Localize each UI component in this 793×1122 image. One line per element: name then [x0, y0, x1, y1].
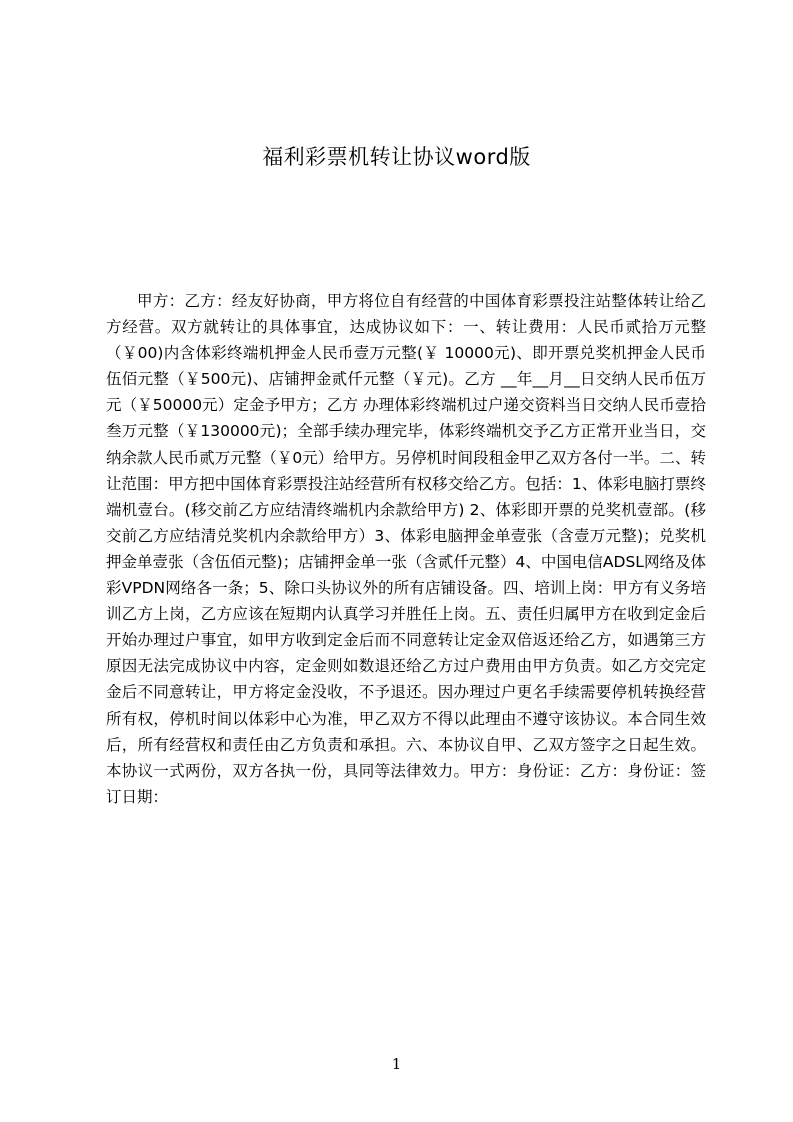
document-title: 福利彩票机转让协议word版	[262, 145, 531, 169]
page-number: 1	[391, 1055, 402, 1073]
agreement-body-text: 甲方：乙方：经友好协商，甲方将位自有经营的中国体育彩票投注站整体转让给乙方经营。双方就转让的具体事宜，达成协议如下：一、转让费用：人民币贰拾万元整（￥00)内含体彩终端机押金人民币壹万元整(￥ 10000元)、即开票兑奖机押金人民币伍佰元整（￥500元)、店铺押金贰仟元整（￥元)。乙方 __年__月__日交纳人民币伍万元（￥50000元）定金予甲方；乙方 办理体彩终端机过户递交资料当日交纳人民币壹拾叁万元整（￥130000元)；全部手续办理完毕，体彩终端机交予乙方正常开业当日，交纳余款人民币贰万元整（￥0元）给甲方。另停机时间段租金甲乙双方各付一半。二、转让范围：甲方把中国体育彩票投注站经营所有权移交给乙方。包括：1、体彩电脑打票终端机壹台。(移交前乙方应结清终端机内余款给甲方) 2、体彩即开票的兑奖机壹部。(移交前乙方应结清兑奖机内余款给甲方）3、体彩电脑押金单壹张（含壹万元整)；兑奖机押金单壹张（含伍佰元整)；店铺押金单一张（含贰仟元整）4、中国电信ADSL网络及体彩VPDN网络各一条；5、除口头协议外的所有店铺设备。四、培训上岗：甲方有义务培训乙方上岗，乙方应该在短期内认真学习并胜任上岗。五、责任归属甲方在收到定金后开始办理过户事宜，如甲方收到定金后而不同意转让定金双倍返还给乙方，如遇第三方原因无法完成协议中内容，定金则如数退还给乙方过户费用由甲方负责。如乙方交完定金后不同意转让，甲方将定金没收，不予退还。因办理过户更名手续需要停机转换经营所有权，停机时间以体彩中心为准，甲乙双方不得以此理由不遵守该协议。本合同生效后，所有经营权和责任由乙方负责和承担。六、本协议自甲、乙双方签字之日起生效。本协议一式两份，双方各执一份，具同等法律效力。甲方：身份证：乙方：身份证：签订日期：	[106, 292, 706, 806]
